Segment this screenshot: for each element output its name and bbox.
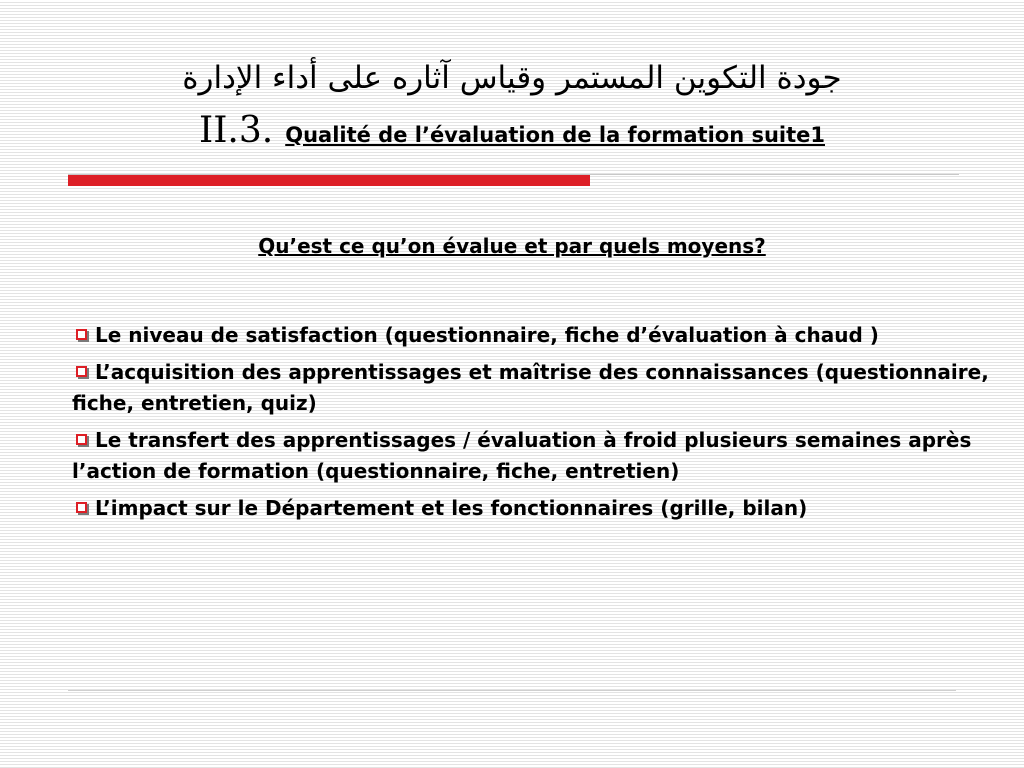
footer-divider-line (68, 690, 956, 691)
hollow-square-bullet-icon (76, 329, 87, 340)
bullet-text: L’impact sur le Département et les fonctionnaires (grille, bilan) (95, 496, 808, 520)
bullet-list (72, 320, 992, 530)
title-french-line (60, 106, 964, 162)
bullet-text: L’acquisition des apprentissages et maîtrise des connaissances (questionnaire, fiche, entretien, quiz) (72, 360, 989, 415)
bullet-text: Le niveau de satisfaction (questionnaire, fiche d’évaluation à chaud ) (95, 323, 879, 347)
list-item (72, 357, 992, 419)
title-arabic: جودة التكوين المستمر وقياس آثاره على أداء الإدارة (182, 60, 842, 96)
section-title: Qualité de l’évaluation de la formation suite1 (285, 123, 825, 147)
section-number: II.3. (198, 110, 274, 151)
list-item (72, 425, 992, 487)
title-accent-bar (68, 175, 590, 186)
subtitle: Qu’est ce qu’on évalue et par quels moyens? (258, 234, 766, 258)
list-item (72, 320, 992, 351)
hollow-square-bullet-icon (76, 366, 87, 377)
hollow-square-bullet-icon (76, 434, 87, 445)
list-item (72, 493, 992, 524)
bullet-text: Le transfert des apprentissages / évaluation à froid plusieurs semaines après l’action de formation (questionnaire, fiche, entretien) (72, 428, 972, 483)
hollow-square-bullet-icon (76, 502, 87, 513)
